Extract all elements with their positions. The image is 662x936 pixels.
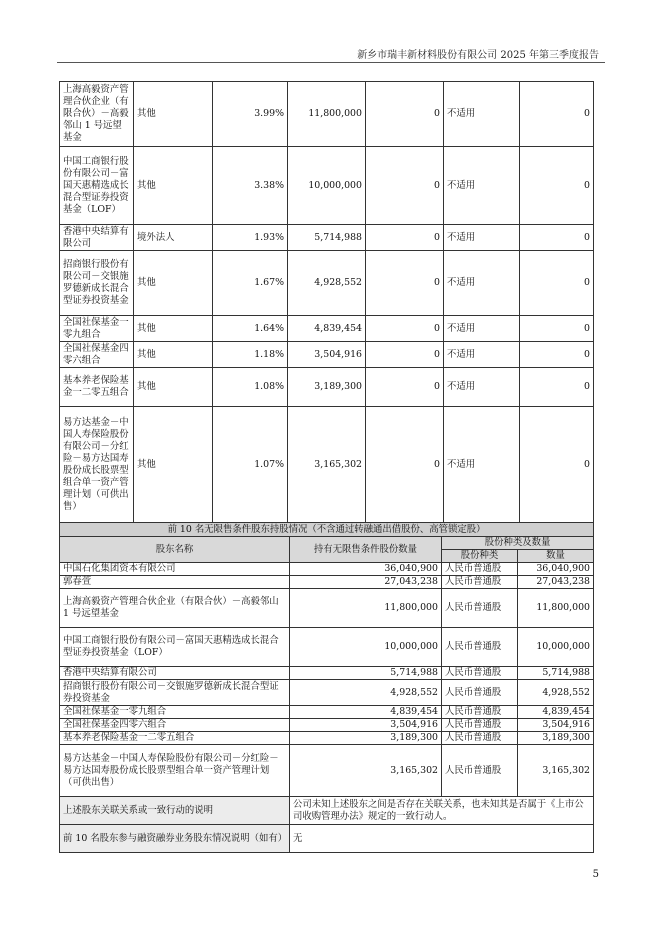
table-row (60, 680, 594, 706)
share-type: 人民币普通股 (442, 563, 518, 576)
pledge-qty: 0 (520, 407, 594, 523)
holder-name: 基本养老保险基金一二零五组合 (60, 732, 290, 745)
pledge-qty: 0 (520, 342, 594, 368)
table-row (60, 368, 594, 407)
share-count: 36,040,900 (518, 563, 594, 576)
holder-nature: 境外法人 (134, 225, 213, 251)
holder-ratio: 3.99% (213, 82, 288, 147)
share-type: 人民币普通股 (442, 589, 518, 628)
holder-shares: 4,928,552 (288, 251, 366, 316)
share-type: 人民币普通股 (442, 745, 518, 797)
table-row (60, 563, 594, 576)
holder-shares: 3,504,916 (288, 342, 366, 368)
holder-nature: 其他 (134, 342, 213, 368)
holder-nature: 其他 (134, 251, 213, 316)
pledge-qty: 0 (520, 147, 594, 225)
table-row (60, 797, 594, 825)
margin-trading-note: 无 (290, 825, 594, 853)
holder-name: 招商银行股份有限公司－交银施罗德新成长混合型证券投资基金 (60, 251, 134, 316)
pledge-status: 不适用 (444, 342, 520, 368)
table-row (60, 147, 594, 225)
share-type: 人民币普通股 (442, 706, 518, 719)
share-count: 3,189,300 (518, 732, 594, 745)
pledge-status: 不适用 (444, 147, 520, 225)
holder-restricted: 0 (366, 82, 444, 147)
holder-ratio: 3.38% (213, 147, 288, 225)
holder-ratio: 1.67% (213, 251, 288, 316)
table-row (60, 745, 594, 797)
holder-name: 上海高毅资产管理合伙企业（有限合伙）－高毅邻山 1 号远望基金 (60, 589, 290, 628)
table-row (60, 667, 594, 680)
holder-name: 中国工商银行股份有限公司－富国天惠精选成长混合型证券投资基金（LOF） (60, 628, 290, 667)
table-row (60, 82, 594, 147)
unrestricted-qty: 36,040,900 (290, 563, 442, 576)
share-count: 3,165,302 (518, 745, 594, 797)
table-row (60, 407, 594, 523)
col-unrestricted-qty: 持有无限售条件股份数量 (290, 537, 442, 563)
holder-restricted: 0 (366, 225, 444, 251)
holder-nature: 其他 (134, 147, 213, 225)
holder-restricted: 0 (366, 368, 444, 407)
holder-restricted: 0 (366, 251, 444, 316)
holder-restricted: 0 (366, 316, 444, 342)
col-share-type: 股份种类 (442, 550, 518, 563)
report-header: 新乡市瑞丰新材料股份有限公司 2025 年第三季度报告 (357, 50, 599, 61)
holder-name: 上海高毅资产管理合伙企业（有限合伙）－高毅邻山 1 号远望基金 (60, 82, 134, 147)
unrestricted-qty: 3,165,302 (290, 745, 442, 797)
unrestricted-qty: 10,000,000 (290, 628, 442, 667)
table-row (60, 251, 594, 316)
pledge-qty: 0 (520, 251, 594, 316)
table-row (60, 576, 594, 589)
holder-name: 中国工商银行股份有限公司－富国天惠精选成长混合型证券投资基金（LOF） (60, 147, 134, 225)
pledge-qty: 0 (520, 368, 594, 407)
unrestricted-qty: 3,189,300 (290, 732, 442, 745)
unrestricted-qty: 3,504,916 (290, 719, 442, 732)
col-holder-name: 股东名称 (60, 537, 290, 563)
share-type: 人民币普通股 (442, 732, 518, 745)
pledge-status: 不适用 (444, 251, 520, 316)
pledge-qty: 0 (520, 225, 594, 251)
holder-name: 全国社保基金一零九组合 (60, 706, 290, 719)
holder-shares: 5,714,988 (288, 225, 366, 251)
share-count: 4,928,552 (518, 680, 594, 706)
pledge-status: 不适用 (444, 407, 520, 523)
holder-ratio: 1.07% (213, 407, 288, 523)
holder-name: 易方达基金－中国人寿保险股份有限公司－分红险－易方达国寿股份成长股票型组合单一资产管理计划（可供出售） (60, 745, 290, 797)
holder-name: 全国社保基金四零六组合 (60, 719, 290, 732)
table-row (60, 342, 594, 368)
share-count: 10,000,000 (518, 628, 594, 667)
holder-shares: 11,800,000 (288, 82, 366, 147)
holder-name: 全国社保基金一零九组合 (60, 316, 134, 342)
holder-restricted: 0 (366, 147, 444, 225)
holder-name: 易方达基金－中国人寿保险股份有限公司－分红险－易方达国寿股份成长股票型组合单一资产管理计划（可供出售） (60, 407, 134, 523)
pledge-qty: 0 (520, 316, 594, 342)
unrestricted-qty: 4,839,454 (290, 706, 442, 719)
holder-nature: 其他 (134, 82, 213, 147)
table-row (60, 589, 594, 628)
holder-restricted: 0 (366, 407, 444, 523)
holder-shares: 3,189,300 (288, 368, 366, 407)
table-row (60, 825, 594, 853)
share-count: 11,800,000 (518, 589, 594, 628)
unrestricted-qty: 5,714,988 (290, 667, 442, 680)
related-party-label: 上述股东关联关系或一致行动的说明 (60, 797, 290, 825)
holder-name: 全国社保基金四零六组合 (60, 342, 134, 368)
table-header-row (60, 537, 594, 550)
table-row (60, 732, 594, 745)
table-row (60, 225, 594, 251)
holder-name: 香港中央结算有限公司 (60, 225, 134, 251)
holder-ratio: 1.18% (213, 342, 288, 368)
col-share-count: 数量 (518, 550, 594, 563)
share-type: 人民币普通股 (442, 719, 518, 732)
holder-name: 郭春萱 (60, 576, 290, 589)
share-count: 5,714,988 (518, 667, 594, 680)
page-number: 5 (592, 869, 599, 880)
share-type: 人民币普通股 (442, 628, 518, 667)
col-share-group: 股份种类及数量 (442, 537, 594, 550)
pledge-status: 不适用 (444, 316, 520, 342)
holder-shares: 10,000,000 (288, 147, 366, 225)
holder-shares: 4,839,454 (288, 316, 366, 342)
table-row (60, 628, 594, 667)
pledge-status: 不适用 (444, 82, 520, 147)
table-band (60, 523, 594, 537)
share-type: 人民币普通股 (442, 667, 518, 680)
holder-ratio: 1.93% (213, 225, 288, 251)
holder-nature: 其他 (134, 407, 213, 523)
holder-name: 招商银行股份有限公司－交银施罗德新成长混合型证券投资基金 (60, 680, 290, 706)
share-count: 4,839,454 (518, 706, 594, 719)
holder-nature: 其他 (134, 316, 213, 342)
unrestricted-qty: 4,928,552 (290, 680, 442, 706)
table-row (60, 719, 594, 732)
pledge-status: 不适用 (444, 225, 520, 251)
holder-name: 香港中央结算有限公司 (60, 667, 290, 680)
share-count: 27,043,238 (518, 576, 594, 589)
unrestricted-qty: 11,800,000 (290, 589, 442, 628)
share-type: 人民币普通股 (442, 576, 518, 589)
unrestricted-qty: 27,043,238 (290, 576, 442, 589)
holder-ratio: 1.64% (213, 316, 288, 342)
table-row (60, 706, 594, 719)
unrestricted-holders-table (59, 522, 594, 853)
top-holders-table (59, 81, 594, 523)
holder-name: 中国石化集团资本有限公司 (60, 563, 290, 576)
holder-shares: 3,165,302 (288, 407, 366, 523)
holder-name: 基本养老保险基金一二零五组合 (60, 368, 134, 407)
holder-ratio: 1.08% (213, 368, 288, 407)
share-count: 3,504,916 (518, 719, 594, 732)
holder-nature: 其他 (134, 368, 213, 407)
pledge-status: 不适用 (444, 368, 520, 407)
holder-restricted: 0 (366, 342, 444, 368)
unrestricted-section-title: 前 10 名无限售条件股东持股情况（不含通过转融通出借股份、高管锁定股） (60, 523, 594, 537)
header-divider (57, 62, 605, 63)
table-row (60, 316, 594, 342)
related-party-note: 公司未知上述股东之间是否存在关联关系，也未知其是否属于《上市公司收购管理办法》规定的一致行动人。 (290, 797, 594, 825)
pledge-qty: 0 (520, 82, 594, 147)
share-type: 人民币普通股 (442, 680, 518, 706)
margin-trading-label: 前 10 名股东参与融资融券业务股东情况说明（如有） (60, 825, 290, 853)
